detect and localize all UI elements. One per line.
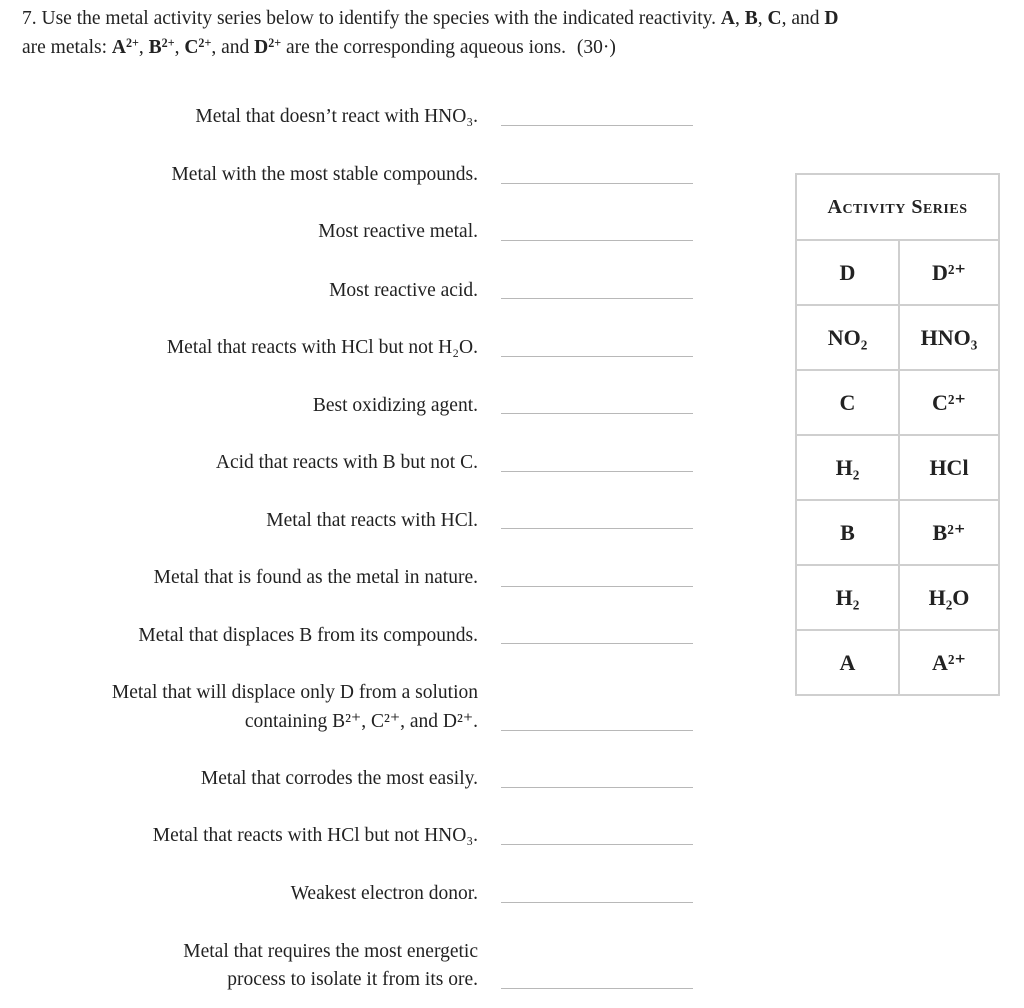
reduced-species: H₂ [797, 436, 900, 499]
reduced-species: H₂ [797, 566, 900, 629]
answer-line-2[interactable] [501, 183, 693, 184]
oxidized-species: C²⁺ [931, 389, 967, 415]
question-9: Metal that is found as the metal in nature. [153, 567, 478, 588]
reduced-species: D [797, 241, 900, 304]
question-4: Most reactive acid. [329, 280, 478, 301]
problem-number: 7. [22, 8, 37, 29]
activity-row [797, 436, 998, 501]
question-2: Metal with the most stable compounds. [171, 164, 478, 185]
question-5: Metal that reacts with HCl but not H₂O. [166, 337, 478, 358]
activity-row [797, 371, 998, 436]
question-15-line-1: Metal that requires the most energetic [183, 941, 478, 962]
metal-b: B [744, 8, 758, 29]
activity-series-table [795, 173, 1000, 696]
answer-line-12[interactable] [501, 787, 693, 788]
oxidized-species: D²⁺ [931, 259, 967, 285]
answer-line-7[interactable] [501, 471, 693, 472]
ion-a: $A^{2+}$ [111, 35, 139, 58]
activity-series-title: Activity Series [797, 175, 998, 241]
metal-d: D [824, 8, 839, 29]
are-metals-text: are metals: [22, 37, 107, 58]
question-8: Metal that reacts with HCl. [266, 510, 478, 531]
oxidized-species: A²⁺ [931, 649, 967, 675]
oxidized-species: HCl [929, 454, 969, 480]
answer-line-1[interactable] [501, 125, 693, 126]
problem-statement: 7. Use the metal activity series below to identify the species with the indicated reactivity. A, B, C, and D are metals: $A^{2+}$, $B^{2+}$, $C^{2+}$, and $D^{2+}$ are the corresponding aqueous ions. (30·) [22, 8, 839, 58]
ions-suffix: are the corresponding aqueous ions. [286, 37, 566, 58]
question-15-line-2: process to isolate it from its ore. [227, 969, 478, 990]
reduced-species: C [797, 371, 900, 434]
question-7: Acid that reacts with B but not C. [215, 452, 478, 473]
question-11-line-1: Metal that will displace only D from a solution [111, 682, 478, 703]
reduced-species: NO₂ [797, 306, 900, 369]
points: (30·) [576, 37, 616, 58]
answer-line-8[interactable] [501, 528, 693, 529]
reduced-species: B [797, 501, 900, 564]
answer-line-11[interactable] [501, 730, 693, 731]
ion-c: $C^{2+}$ [184, 35, 212, 58]
answer-line-5[interactable] [501, 356, 693, 357]
answer-line-6[interactable] [501, 413, 693, 414]
answer-line-9[interactable] [501, 586, 693, 587]
metal-c: C [767, 8, 782, 29]
ion-d: $D^{2+}$ [254, 35, 282, 58]
metal-a: A [720, 8, 735, 29]
answer-line-13[interactable] [501, 844, 693, 845]
ion-b: $B^{2+}$ [148, 35, 175, 58]
question-10: Metal that displaces B from its compounds. [138, 625, 478, 646]
oxidized-species: B²⁺ [932, 519, 966, 545]
answer-line-15[interactable] [501, 988, 693, 989]
question-14: Weakest electron donor. [290, 883, 478, 904]
activity-row [797, 566, 998, 631]
activity-row [797, 501, 998, 566]
activity-row [797, 631, 998, 694]
question-3: Most reactive metal. [318, 221, 478, 242]
problem-intro: Use the metal activity series below to identify the species with the indicated reactivity. [41, 8, 717, 29]
question-12: Metal that corrodes the most easily. [200, 768, 478, 789]
answer-line-14[interactable] [501, 902, 693, 903]
reduced-species: A [797, 631, 900, 694]
activity-row [797, 306, 998, 371]
answer-line-4[interactable] [501, 298, 693, 299]
oxidized-species: HNO₃ [920, 324, 978, 350]
question-6: Best oxidizing agent. [312, 395, 478, 416]
answer-line-3[interactable] [501, 240, 693, 241]
activity-row [797, 241, 998, 306]
question-13: Metal that reacts with HCl but not HNO₃. [152, 825, 478, 846]
question-11-line-2: containing B²⁺, C²⁺, and D²⁺. [244, 711, 478, 732]
oxidized-species: H₂O [928, 584, 970, 610]
question-1: Metal that doesn’t react with HNO₃. [195, 106, 478, 127]
answer-line-10[interactable] [501, 643, 693, 644]
